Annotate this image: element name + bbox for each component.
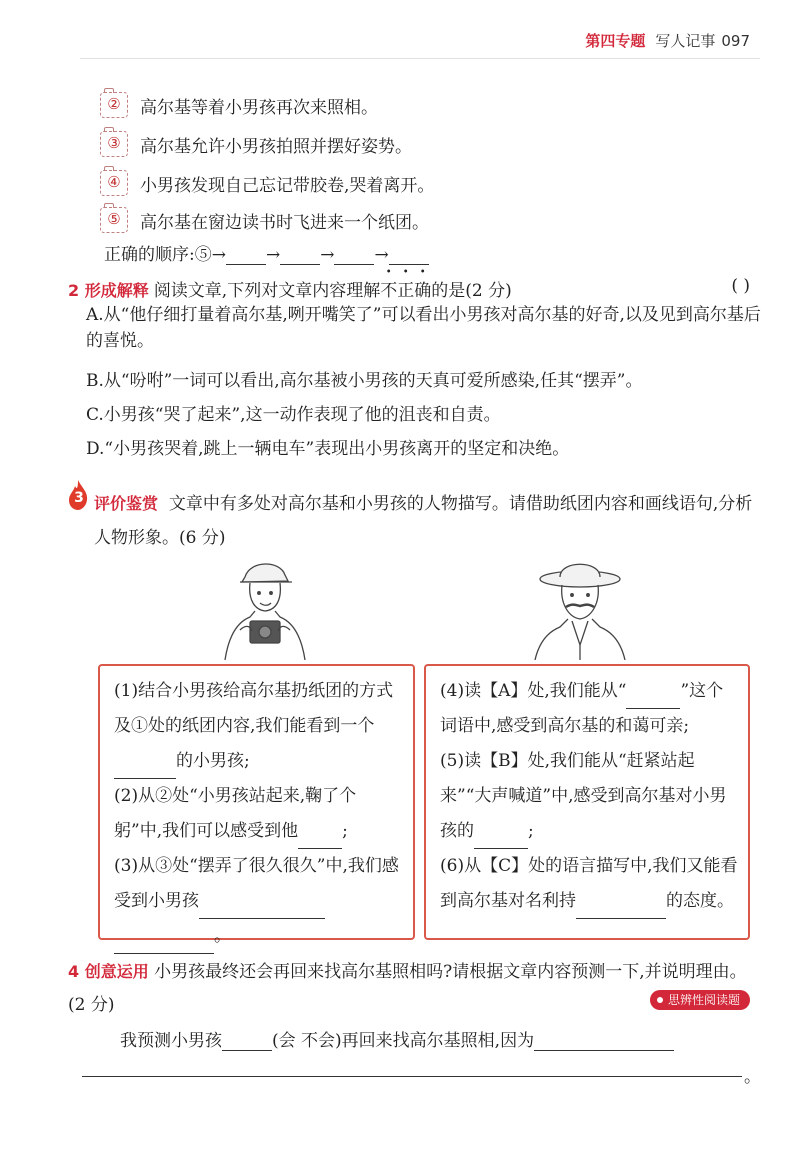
order-answer-line: 正确的顺序:⑤→ → → →: [104, 240, 429, 265]
answer-parenthesis[interactable]: ( ): [731, 276, 750, 296]
period: 。: [744, 1067, 761, 1087]
answer-blank[interactable]: [199, 918, 325, 919]
answer-line[interactable]: [82, 1076, 742, 1077]
page-header: [585, 30, 750, 51]
camera-number-icon: ②: [100, 92, 128, 118]
page-number: 097: [721, 32, 750, 50]
question-3: 评价鉴赏 文章中有多处对高尔基和小男孩的人物描写。请借助纸团内容和画线语句,分析人物形象。(6 分): [94, 494, 753, 548]
answer-blank[interactable]: [576, 918, 666, 919]
analysis-box-gorky: (4)读【A】处,我们能从“ ”这个词语中,感受到高尔基的和蔼可亲; (5)读【B】处,我们能从“赶紧站起来”“大声喊道”中,感受到高尔基对小男孩的 ; (6)从【C】处的语言描写中,我们又能看到高尔基对名利持 的态度。: [424, 664, 750, 940]
question-label: 2 形成解释: [68, 281, 149, 300]
answer-blank[interactable]: [534, 1050, 674, 1051]
option-b: B.从“吩咐”一词可以看出,高尔基被小男孩的天真可爱所感染,任其“摆弄”。: [86, 371, 643, 391]
chapter-label: 第四专题: [585, 32, 646, 50]
question-label: 评价鉴赏: [94, 494, 159, 513]
analysis-box-boy: (1)结合小男孩给高尔基扔纸团的方式及①处的纸团内容,我们能看到一个的小男孩; (2)从②处“小男孩站起来,鞠了个躬”中,我们可以感受到他 ; (3)从③处“摆弄了很久很久”中,我们感受到小男孩。: [98, 664, 415, 940]
answer-blank[interactable]: [334, 264, 374, 265]
question-number: 3: [74, 490, 84, 506]
item-text: 高尔基允许小男孩拍照并摆好姿势。: [140, 136, 412, 157]
list-item: [100, 170, 434, 196]
boy-with-camera-illustration: [210, 555, 320, 660]
option-d: D.“小男孩哭着,跳上一辆电车”表现出小男孩离开的坚定和决绝。: [86, 439, 570, 459]
option-a: A.从“他仔细打量着高尔基,咧开嘴笑了”可以看出小男孩对高尔基的好奇,以及见到高尔基后的喜悦。: [86, 305, 761, 351]
answer-blank[interactable]: [389, 264, 429, 265]
answer-blank[interactable]: [222, 1050, 272, 1051]
list-item: [100, 207, 429, 233]
camera-number-icon: ⑤: [100, 207, 128, 233]
camera-number-icon: ③: [100, 131, 128, 157]
prediction-answer-line: 我预测小男孩 (会 不会)再回来找高尔基照相,因为: [120, 1026, 674, 1051]
answer-blank[interactable]: [114, 953, 214, 954]
answer-blank[interactable]: [280, 264, 320, 265]
list-item: [100, 92, 378, 118]
item-text: 高尔基等着小男孩再次来照相。: [140, 97, 378, 118]
section-label: 写人记事: [655, 32, 716, 50]
header-divider: [80, 58, 760, 59]
critical-reading-badge: 思辨性阅读题: [650, 990, 750, 1010]
option-c: C.小男孩“哭了起来”,这一动作表现了他的沮丧和自责。: [86, 405, 501, 425]
answer-blank[interactable]: [626, 708, 680, 709]
item-text: 高尔基在窗边读书时飞进来一个纸团。: [140, 212, 429, 233]
question-4: 4 创意运用 小男孩最终还会再回来找高尔基照相吗?请根据文章内容预测一下,并说明理由。(2 分): [68, 962, 747, 1015]
answer-blank[interactable]: [226, 264, 266, 265]
list-item: [100, 131, 412, 157]
question-2: 2 形成解释 阅读文章,下列对文章内容理解不正确的是(2 分): [68, 281, 512, 301]
question-label: 4 创意运用: [68, 962, 149, 981]
item-text: 小男孩发现自己忘记带胶卷,哭着离开。: [140, 175, 435, 196]
camera-number-icon: ④: [100, 170, 128, 196]
gorky-illustration: [520, 555, 640, 660]
